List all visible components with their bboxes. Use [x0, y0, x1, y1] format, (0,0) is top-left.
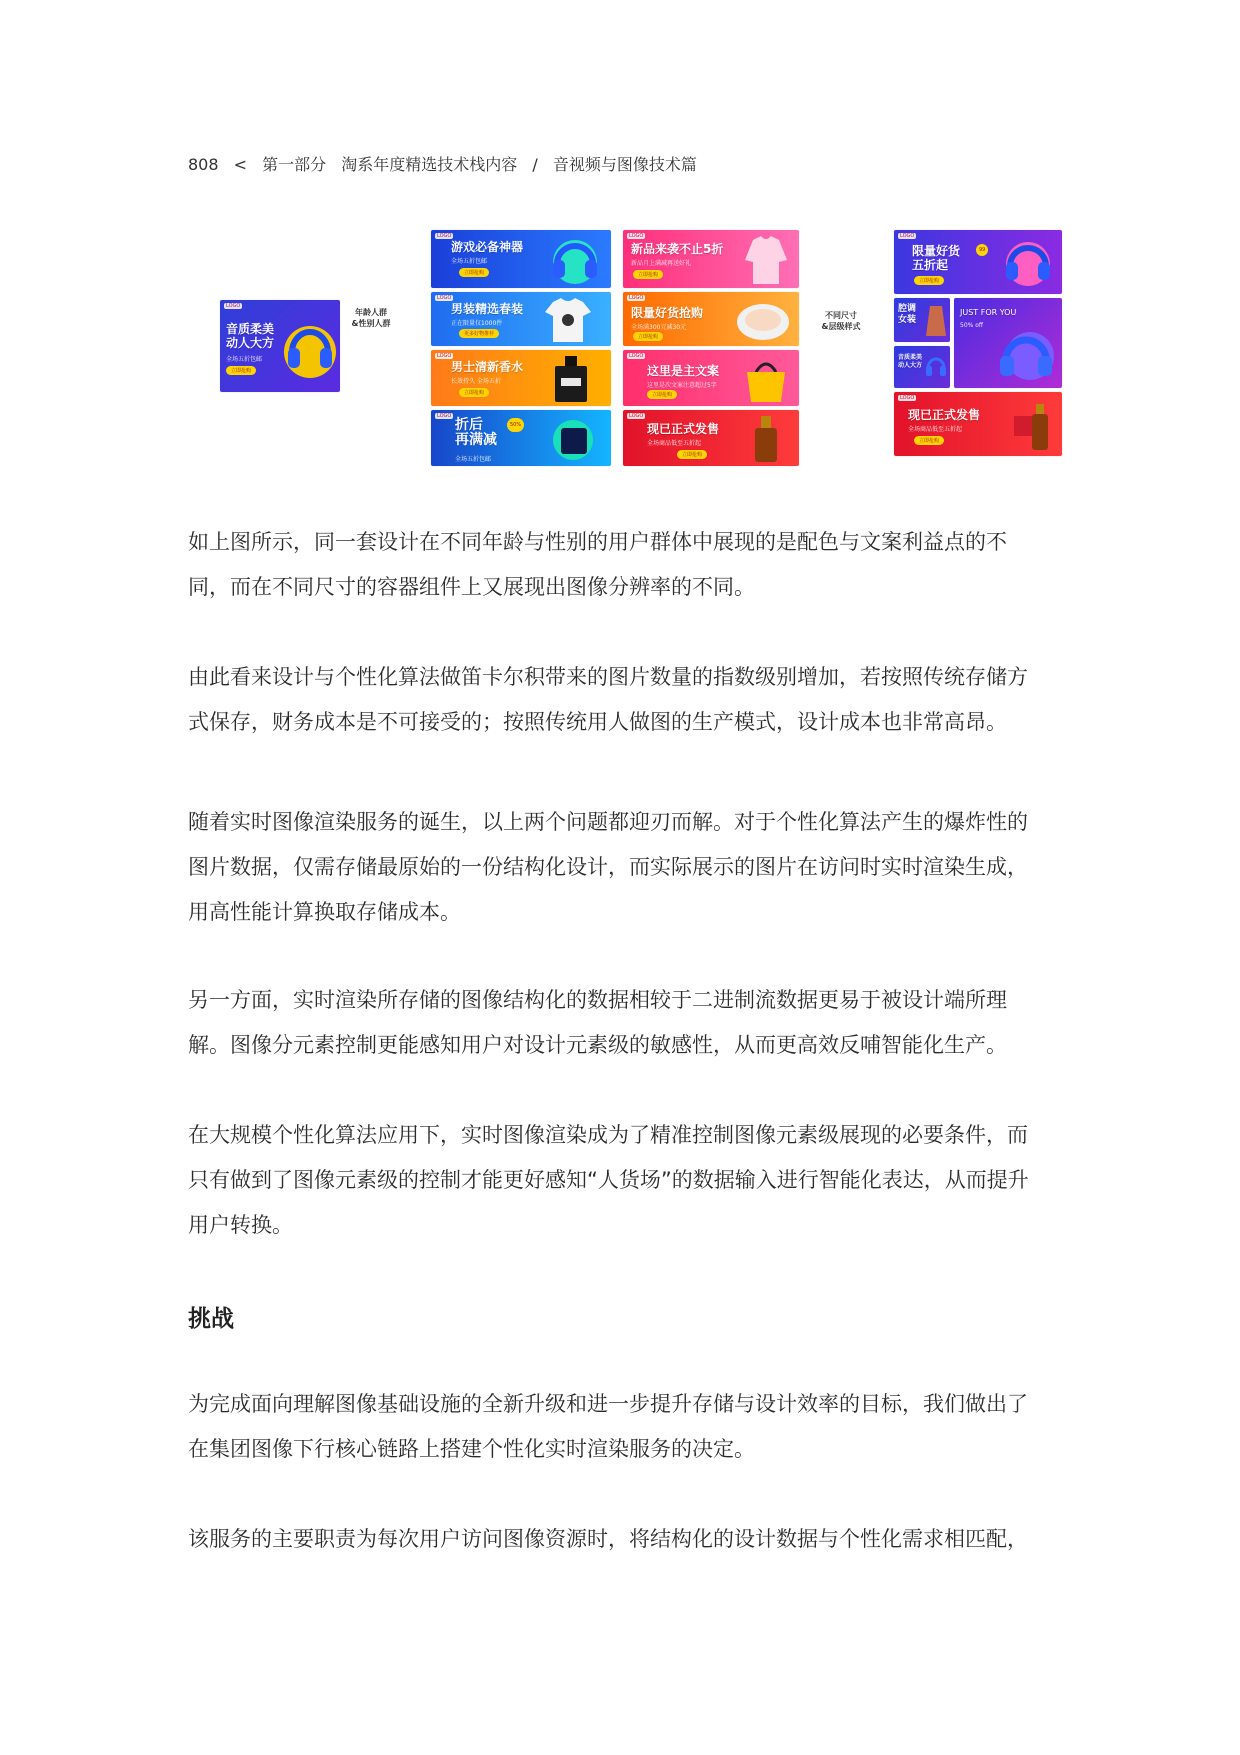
paragraph-line: 为完成面向理解图像基础设施的全新升级和进一步提升存储与设计效率的目标，我们做出了 — [188, 1392, 1028, 1416]
gift-box-product — [543, 416, 599, 462]
banner-cta: 立即抢购 — [226, 366, 256, 375]
discount-badge: 50% — [507, 418, 524, 432]
headphones-product — [990, 324, 1058, 384]
page-number: 808 — [188, 155, 219, 174]
banner-now-available-large — [894, 392, 1062, 456]
cushion-compact-product — [733, 298, 793, 342]
paragraph-line: 随着实时图像渲染服务的诞生，以上两个问题都迎刃而解。对于个性化算法产生的爆炸性的 — [188, 810, 1028, 834]
paragraph-line: 由此看来设计与个性化算法做笛卡尔积带来的图片数量的指数级别增加，若按照传统存储方 — [188, 665, 1028, 689]
brand-logo: LOGO — [629, 413, 644, 419]
banner-new-arrivals — [623, 230, 799, 288]
section-heading: 挑战 — [188, 1306, 234, 1332]
paragraph-5 — [188, 1113, 1058, 1248]
paragraph-line: 在大规模个性化算法应用下，实时图像渲染成为了精准控制图像元素级展现的必要条件，而 — [188, 1123, 1028, 1147]
brand-logo: LOGO — [437, 233, 452, 239]
banner-subtitle: 全场商品低至五折起 — [908, 426, 963, 433]
banner-subtitle: 全场满300元减30元 — [631, 324, 687, 331]
banner-title: 限量好货抢购 — [631, 306, 704, 320]
serum-bottle-product — [1006, 400, 1056, 452]
banner-title: 腔调 女装 — [898, 304, 917, 325]
banner-subtitle: 全场五折包邮 — [455, 456, 492, 463]
brand-logo: LOGO — [629, 353, 644, 359]
banner-cta: 立即抢购 — [633, 332, 663, 341]
banner-just-for-you — [954, 298, 1062, 388]
sweater-product — [741, 234, 791, 286]
brand-logo: LOGO — [629, 233, 644, 239]
paragraph-line: 该服务的主要职责为每次用户访问图像资源时，将结构化的设计数据与个性化需求相匹配， — [188, 1527, 1028, 1551]
banner-cta: 立即抢购 — [914, 436, 944, 445]
paragraph-line: 如上图所示，同一套设计在不同年龄与性别的用户群体中展现的是配色与文案利益点的不 — [188, 530, 1007, 554]
serum-bottle-product — [747, 416, 787, 464]
banner-cta: 立即抢购 — [914, 276, 944, 285]
banner-subtitle: 全场商品低至五折起 — [647, 440, 702, 447]
header-chapter: 音视频与图像技术篇 — [552, 155, 697, 174]
tshirt-product — [543, 296, 593, 344]
header-separator: < — [233, 155, 248, 174]
banner-title: 男士清新香水 — [451, 360, 524, 374]
price-badge: 99 — [976, 244, 988, 256]
brand-logo: LOGO — [629, 295, 644, 301]
banner-subtitle: 这里是次文案注意超过5字 — [647, 382, 717, 389]
page-header — [188, 152, 707, 175]
paragraph-line: 用户转换。 — [188, 1213, 293, 1237]
label-age-gender: 年龄人群 &性别人群 — [351, 308, 391, 328]
paragraph-line: 解。图像分元素控制更能感知用户对设计元素级的敏感性，从而更高效反哺智能化生产。 — [188, 1033, 1007, 1057]
paragraph-1 — [188, 520, 1058, 610]
banner-cta: 立即抢购 — [459, 268, 489, 277]
banner-menswear — [431, 292, 611, 346]
banner-cta: 立即抢购 — [677, 450, 707, 459]
banner-main-copy — [623, 350, 799, 406]
paragraph-line: 在集团图像下行核心链路上搭建个性化实时渲染服务的决定。 — [188, 1437, 755, 1461]
banner-title: 男装精选春装 — [451, 302, 524, 316]
source-banner — [220, 300, 340, 392]
headphones-product — [998, 234, 1056, 290]
brand-logo: LOGO — [226, 303, 241, 309]
paragraph-line: 另一方面，实时渲染所存储的图像结构化的数据相较于二进制流数据更易于被设计端所理 — [188, 988, 1007, 1012]
banner-variation-figure — [218, 230, 1074, 476]
banner-subtitle: 50% off — [960, 322, 984, 329]
paragraph-line: 同，而在不同尺寸的容器组件上又展现出图像分辨率的不同。 — [188, 575, 755, 599]
paragraph-line: 图片数据，仅需存储最原始的一份结构化设计，而实际展示的图片在访问时实时渲染生成， — [188, 855, 1028, 879]
paragraph-line: 只有做到了图像元素级的控制才能更好感知“人货场”的数据输入进行智能化表达，从而提升 — [188, 1168, 1029, 1192]
header-section: 淘系年度精选技术栈内容 — [341, 155, 518, 174]
banner-discount — [431, 410, 611, 466]
brand-logo: LOGO — [437, 295, 452, 301]
banner-title: JUST FOR YOU — [960, 308, 1017, 317]
banner-cta: 立即抢购 — [459, 388, 489, 397]
banner-perfume — [431, 350, 611, 406]
banner-limited-deal — [623, 292, 799, 346]
header-part: 第一部分 — [262, 155, 327, 174]
brand-logo: LOGO — [437, 413, 452, 419]
headphones-product — [543, 234, 605, 286]
header-slash: / — [532, 155, 538, 174]
headphones-product — [924, 352, 948, 382]
banner-limited-half-price — [894, 230, 1062, 294]
banner-subtitle: 全场五折包邮 — [226, 356, 263, 363]
banner-cta: 立即抢购 — [647, 390, 677, 399]
banner-title: 游戏必备神器 — [451, 240, 524, 254]
banner-subtitle: 正在限量仅1000件 — [451, 320, 503, 327]
paragraph-4 — [188, 978, 1058, 1068]
banner-title: 限量好货 五折起 — [912, 244, 961, 272]
banner-womenswear — [894, 298, 950, 342]
banner-subtitle: 长效持久 全场五折 — [451, 378, 501, 385]
banner-cta: 立即抢购 — [633, 270, 663, 279]
banner-title: 新品来袭不止5折 — [631, 242, 724, 256]
brand-logo: LOGO — [900, 233, 915, 239]
handbag-product — [741, 354, 791, 404]
paragraph-line: 式保存，财务成本是不可接受的；按照传统用人做图的生产模式，设计成本也非常高昂。 — [188, 710, 1007, 734]
paragraph-7 — [188, 1517, 1058, 1562]
paragraph-3 — [188, 800, 1058, 935]
banner-title: 现已正式发售 — [647, 422, 720, 436]
banner-title: 折后 再满减 — [455, 417, 497, 448]
headphones-product — [282, 318, 336, 378]
banner-now-available — [623, 410, 799, 466]
banner-cta: 更多好物推荐 — [459, 329, 499, 338]
paragraph-2 — [188, 655, 1058, 745]
perfume-bottle-product — [549, 354, 593, 404]
label-size-style: 不同尺寸 &层级样式 — [821, 311, 861, 331]
paragraph-line: 用高性能计算换取存储成本。 — [188, 900, 461, 924]
brand-logo: LOGO — [900, 395, 915, 401]
banner-game — [431, 230, 611, 288]
banner-subtitle: 新品月上满减再送好礼 — [631, 260, 692, 267]
banner-title: 这里是主文案 — [647, 364, 720, 378]
brand-logo: LOGO — [437, 353, 452, 359]
banner-audio-small — [894, 346, 950, 388]
banner-title: 音质柔美 动人大方 — [226, 322, 275, 350]
banner-title: 音质柔美 动人大方 — [898, 354, 923, 369]
banner-title: 现已正式发售 — [908, 408, 981, 422]
coat-product — [924, 304, 948, 338]
paragraph-6 — [188, 1382, 1058, 1472]
banner-subtitle: 全场五折包邮 — [451, 258, 488, 265]
